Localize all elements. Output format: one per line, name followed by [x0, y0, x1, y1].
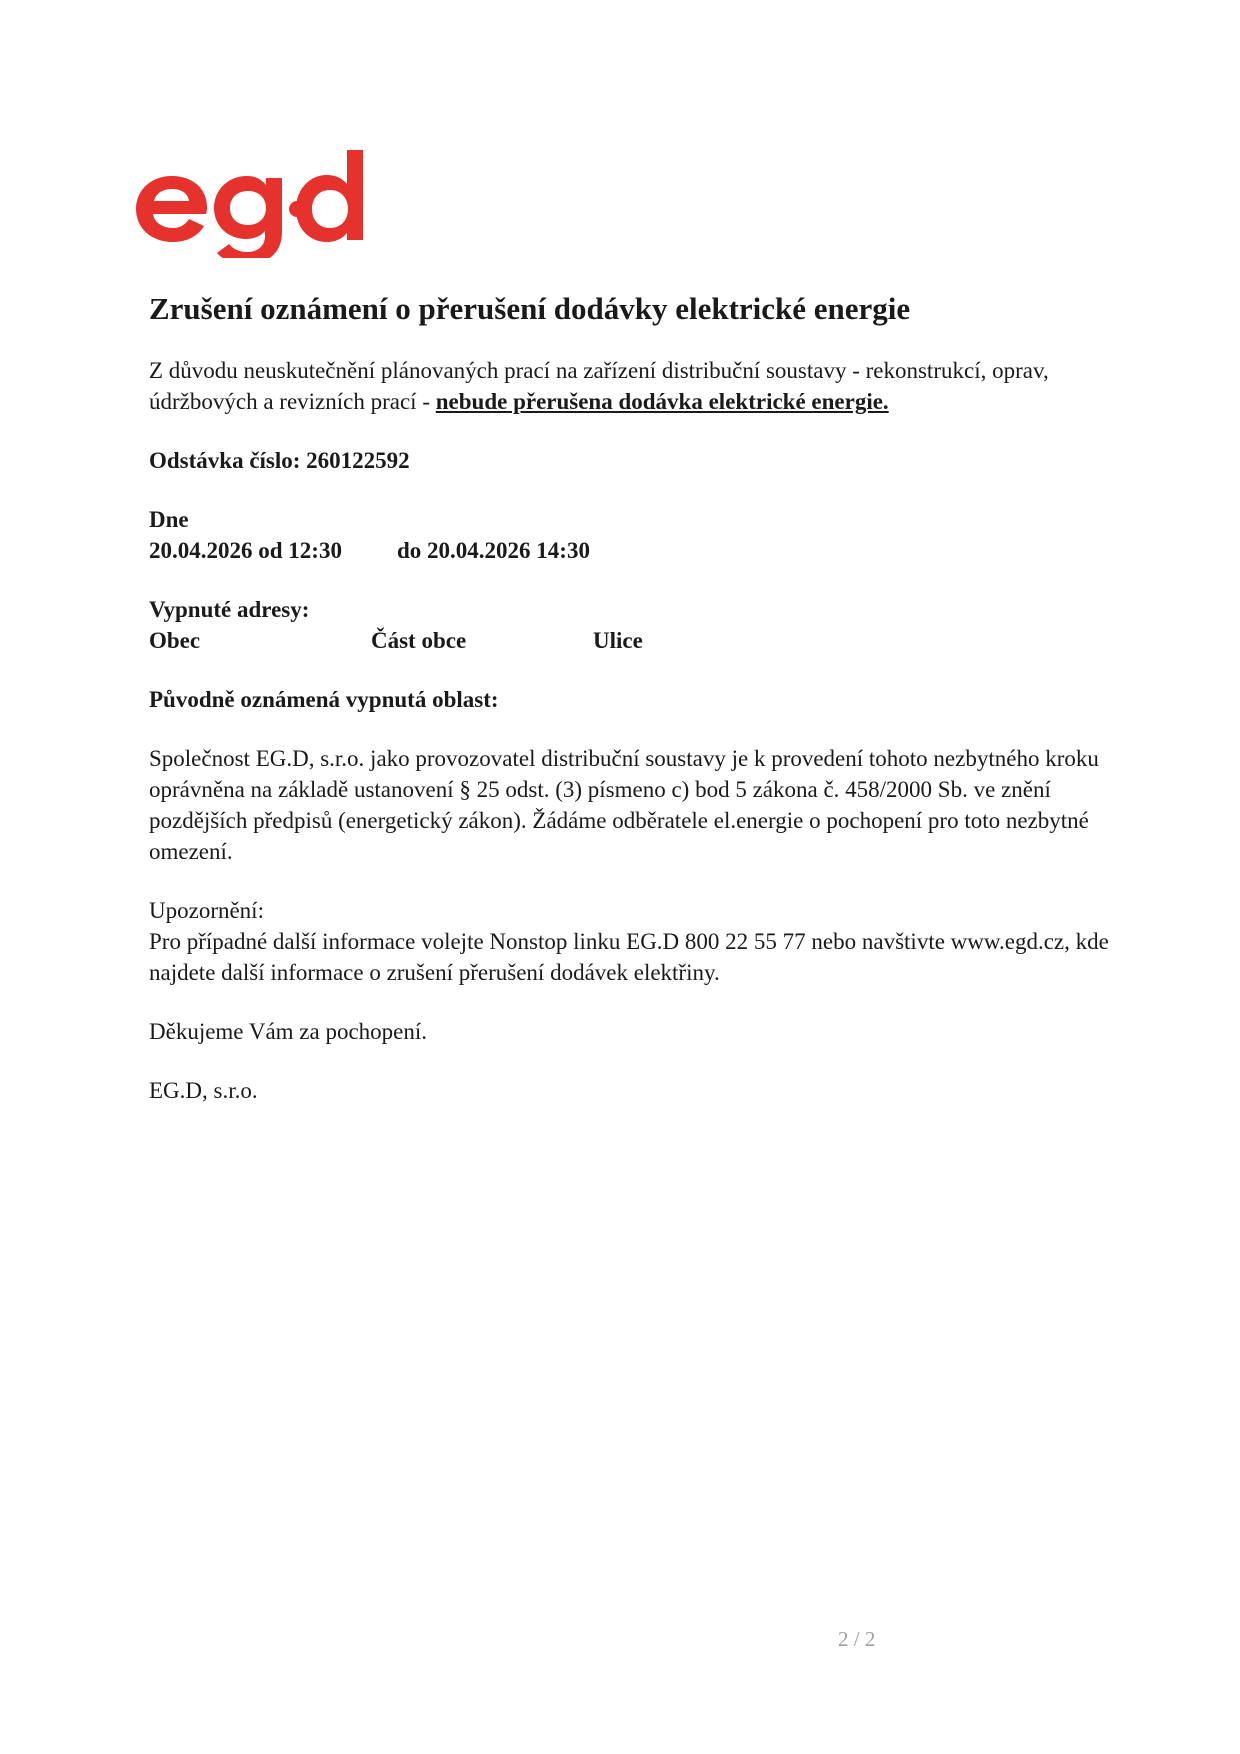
- intro-emphasis: nebude přerušena dodávka elektrické energie.: [435, 389, 889, 415]
- date-to: do 20.04.2026 14:30: [397, 538, 590, 564]
- thanks-text: Děkujeme Vám za pochopení.: [149, 1019, 428, 1045]
- column-ulice: Ulice: [593, 628, 643, 654]
- page-title: Zrušení oznámení o přerušení dodávky elektrické energie: [149, 291, 911, 326]
- date-label: Dne: [149, 507, 189, 533]
- addresses-header: [149, 625, 1109, 656]
- date-range: [149, 535, 1109, 566]
- notice-text: Pro případné další informace volejte Nonstop linku EG.D 800 22 55 77 nebo navštivte www.egd.cz, kde najdete další informace o zrušení přerušení dodávek elektřiny.: [149, 929, 1109, 986]
- egd-logo: [134, 150, 364, 258]
- intro-text: Z důvodu neuskutečnění plánovaných prací na zařízení distribuční soustavy - rekonstrukcí, oprav, údržbových a revizních prací -: [149, 358, 1049, 415]
- signature: EG.D, s.r.o.: [149, 1078, 258, 1104]
- document-content: [149, 290, 1109, 1106]
- legal-paragraph: Společnost EG.D, s.r.o. jako provozovatel distribuční soustavy je k provedení tohoto nezbytného kroku oprávněna na základě ustanovení § 25 odst. (3) písmeno c) bod 5 zákona č. 458/2000 Sb. ve znění pozdějších předpisů (energetický zákon). Žádáme odběratele el.energie o pochopení pro toto nezbytné omezení.: [149, 746, 1099, 865]
- original-area-label: Původně oznámená vypnutá oblast:: [149, 687, 499, 713]
- addresses-label: Vypnuté adresy:: [149, 597, 310, 623]
- column-obec: Obec: [149, 628, 201, 654]
- intro-paragraph: [149, 355, 1109, 417]
- notice-label: Upozornění:: [149, 898, 264, 924]
- column-cast-obce: Část obce: [371, 628, 467, 654]
- outage-number: Odstávka číslo: 260122592: [149, 448, 410, 474]
- date-from: 20.04.2026 od 12:30: [149, 538, 342, 564]
- egd-logo-mark: [136, 150, 363, 258]
- page-number: 2 / 2: [838, 1627, 876, 1651]
